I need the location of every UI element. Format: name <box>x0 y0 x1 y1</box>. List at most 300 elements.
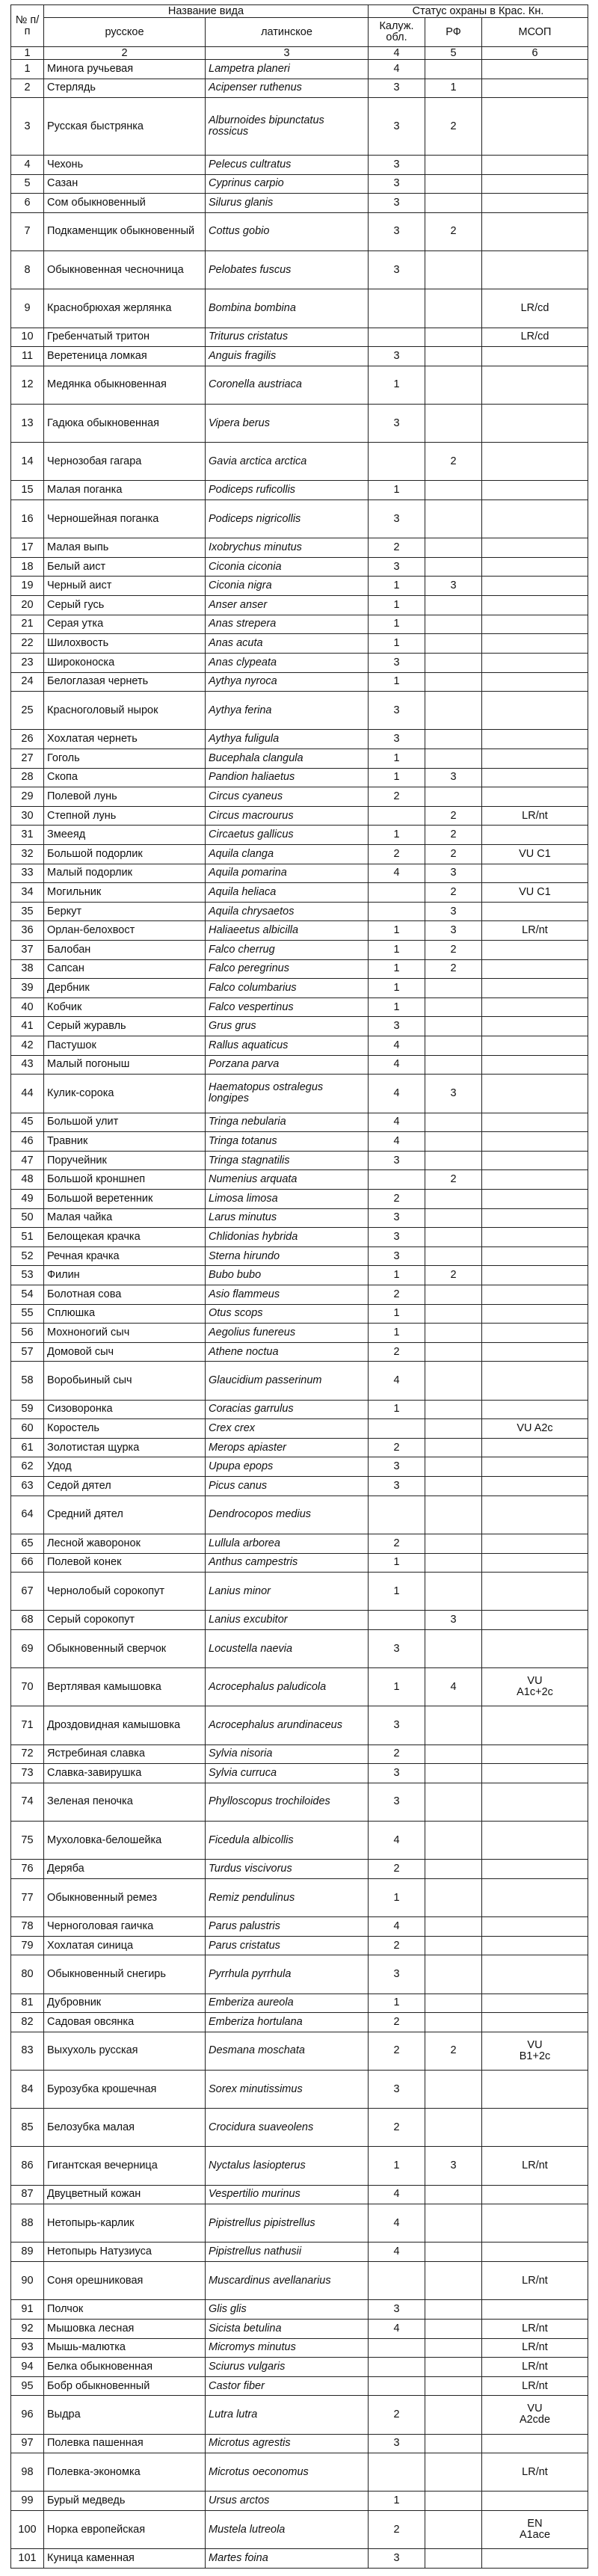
kaluga-status-cell: 1 <box>369 1266 425 1285</box>
kaluga-status-cell: 3 <box>369 212 425 250</box>
iucn-status-cell <box>482 251 588 289</box>
kaluga-status-cell: 2 <box>369 538 425 558</box>
rf-status-cell <box>425 1936 482 1955</box>
iucn-status-cell <box>482 1534 588 1553</box>
latin-name-cell: Bubo bubo <box>206 1266 369 1285</box>
table-row <box>11 1324 588 1343</box>
iucn-status-cell: LR/nt <box>482 2453 588 2492</box>
kaluga-status-cell: 1 <box>369 634 425 654</box>
row-number: 5 <box>11 174 44 194</box>
kaluga-status-cell: 4 <box>369 1055 425 1075</box>
iucn-status-cell <box>482 1362 588 1400</box>
table-row <box>11 1878 588 1916</box>
russian-name-cell: Подкаменщик обыкновенный <box>44 212 206 250</box>
table-row <box>11 692 588 730</box>
iucn-status-cell <box>482 60 588 79</box>
russian-name-cell: Славка-завирушка <box>44 1764 206 1783</box>
rf-status-cell <box>425 997 482 1017</box>
rf-status-cell <box>425 500 482 538</box>
iucn-status-cell <box>482 1477 588 1496</box>
row-number: 70 <box>11 1668 44 1706</box>
table-row <box>11 748 588 768</box>
row-number: 2 <box>11 79 44 98</box>
table-row <box>11 864 588 883</box>
rf-status-cell: 2 <box>425 883 482 903</box>
table-row <box>11 1783 588 1821</box>
kaluga-status-cell <box>369 1611 425 1630</box>
rf-status-cell <box>425 1860 482 1879</box>
iucn-status-cell <box>482 1438 588 1457</box>
kaluga-status-cell: 2 <box>369 1745 425 1764</box>
kaluga-status-cell: 2 <box>369 2032 425 2070</box>
table-row <box>11 1764 588 1783</box>
latin-name-cell: Anas strepera <box>206 615 369 634</box>
column-number-1: 1 <box>11 47 44 60</box>
table-row <box>11 1113 588 1132</box>
row-number: 90 <box>11 2262 44 2300</box>
russian-name-cell: Садовая овсянка <box>44 2013 206 2032</box>
table-row <box>11 1400 588 1419</box>
russian-name-cell: Обыкновенный ремез <box>44 1878 206 1916</box>
iucn-status-cell <box>482 1304 588 1324</box>
latin-name-cell: Aythya fuligula <box>206 730 369 749</box>
kaluga-status-cell: 1 <box>369 1573 425 1611</box>
latin-name-cell: Merops apiaster <box>206 1438 369 1457</box>
row-number: 6 <box>11 194 44 213</box>
table-row <box>11 1534 588 1553</box>
row-number: 75 <box>11 1822 44 1860</box>
russian-name-cell: Медянка обыкновенная <box>44 366 206 404</box>
iucn-status-cell: LR/cd <box>482 328 588 347</box>
russian-name-cell: Стерлядь <box>44 79 206 98</box>
kaluga-status-cell: 2 <box>369 1936 425 1955</box>
russian-name-cell: Степной лунь <box>44 806 206 826</box>
russian-name-cell: Вертлявая камышовка <box>44 1668 206 1706</box>
table-row <box>11 60 588 79</box>
russian-name-cell: Средний дятел <box>44 1496 206 1534</box>
kaluga-status-cell: 3 <box>369 1208 425 1228</box>
table-row <box>11 194 588 213</box>
rf-status-cell <box>425 2204 482 2243</box>
kaluga-status-cell: 3 <box>369 1764 425 1783</box>
row-number: 80 <box>11 1955 44 1994</box>
iucn-status-cell <box>482 692 588 730</box>
table-row <box>11 1246 588 1266</box>
table-row <box>11 1860 588 1879</box>
table-row <box>11 347 588 366</box>
rf-status-cell <box>425 2396 482 2434</box>
latin-name-cell: Lutra lutra <box>206 2396 369 2434</box>
row-number: 14 <box>11 443 44 481</box>
kaluga-status-cell <box>369 1419 425 1439</box>
russian-name-cell: Большой подорлик <box>44 844 206 864</box>
row-number: 94 <box>11 2358 44 2377</box>
iucn-status-cell: LR/nt <box>482 2262 588 2300</box>
row-number: 68 <box>11 1611 44 1630</box>
rf-status-cell <box>425 1246 482 1266</box>
rf-status-cell: 2 <box>425 959 482 979</box>
rf-status-cell <box>425 1477 482 1496</box>
russian-name-cell: Серая утка <box>44 615 206 634</box>
table-row <box>11 768 588 787</box>
kaluga-status-cell: 2 <box>369 1438 425 1457</box>
row-number: 86 <box>11 2147 44 2185</box>
iucn-status-cell: LR/nt <box>482 2358 588 2377</box>
table-row <box>11 615 588 634</box>
row-number: 60 <box>11 1419 44 1439</box>
russian-name-cell: Мохноногий сыч <box>44 1324 206 1343</box>
kaluga-status-cell: 4 <box>369 2204 425 2243</box>
row-number: 74 <box>11 1783 44 1821</box>
rf-status-cell <box>425 2013 482 2032</box>
latin-name-cell: Ciconia nigra <box>206 577 369 596</box>
kaluga-status-cell <box>369 2262 425 2300</box>
rf-status-cell <box>425 1113 482 1132</box>
latin-name-cell: Pandion haliaetus <box>206 768 369 787</box>
table-row <box>11 1457 588 1477</box>
iucn-status-cell <box>482 1342 588 1362</box>
iucn-status-cell <box>482 557 588 577</box>
kaluga-status-cell: 4 <box>369 1075 425 1113</box>
kaluga-status-cell <box>369 289 425 328</box>
russian-name-cell: Полевой конек <box>44 1553 206 1573</box>
rf-status-cell <box>425 1629 482 1667</box>
rf-status-cell <box>425 1419 482 1439</box>
iucn-status-cell <box>482 730 588 749</box>
latin-name-cell: Grus grus <box>206 1017 369 1036</box>
iucn-status-cell <box>482 1400 588 1419</box>
rf-status-cell <box>425 2109 482 2147</box>
table-row <box>11 1055 588 1075</box>
russian-name-cell: Серый журавль <box>44 1017 206 1036</box>
table-row <box>11 1132 588 1152</box>
table-row <box>11 2434 588 2453</box>
table-row <box>11 1304 588 1324</box>
rf-status-cell <box>425 1496 482 1534</box>
russian-name-cell: Болотная сова <box>44 1285 206 1305</box>
russian-name-cell: Воробьиный сыч <box>44 1362 206 1400</box>
latin-name-cell: Lullula arborea <box>206 1534 369 1553</box>
latin-name-cell: Podiceps nigricollis <box>206 500 369 538</box>
table-row <box>11 98 588 156</box>
rf-status-cell: 3 <box>425 921 482 941</box>
russian-name-cell: Могильник <box>44 883 206 903</box>
row-number: 23 <box>11 653 44 672</box>
rf-status-cell <box>425 2358 482 2377</box>
russian-name-cell: Лесной жаворонок <box>44 1534 206 1553</box>
table-row <box>11 979 588 998</box>
table-row <box>11 1036 588 1056</box>
latin-name-cell: Martes foina <box>206 2549 369 2569</box>
rf-status-cell: 2 <box>425 98 482 156</box>
kaluga-status-cell: 3 <box>369 1477 425 1496</box>
rf-status-cell <box>425 1955 482 1994</box>
column-number-2: 2 <box>44 47 206 60</box>
column-number-6: 6 <box>482 47 588 60</box>
rf-status-cell <box>425 2453 482 2492</box>
table-row <box>11 1342 588 1362</box>
rf-status-cell <box>425 1228 482 1247</box>
russian-name-cell: Малый погоныш <box>44 1055 206 1075</box>
latin-name-cell: Anguis fragilis <box>206 347 369 366</box>
iucn-status-cell <box>482 826 588 845</box>
latin-name-cell: Aegolius funereus <box>206 1324 369 1343</box>
latin-name-cell: Rallus aquaticus <box>206 1036 369 1056</box>
table-row <box>11 212 588 250</box>
latin-name-cell: Sciurus vulgaris <box>206 2358 369 2377</box>
row-number: 11 <box>11 347 44 366</box>
kaluga-status-cell: 3 <box>369 653 425 672</box>
russian-name-cell: Малая выпь <box>44 538 206 558</box>
kaluga-status-cell: 1 <box>369 921 425 941</box>
kaluga-status-cell: 4 <box>369 2319 425 2338</box>
russian-name-cell: Кулик-сорока <box>44 1075 206 1113</box>
iucn-status-cell <box>482 1189 588 1208</box>
table-row <box>11 653 588 672</box>
row-number: 91 <box>11 2300 44 2320</box>
table-row <box>11 634 588 654</box>
rf-status-cell: 2 <box>425 844 482 864</box>
russian-name-cell: Нетопырь-карлик <box>44 2204 206 2243</box>
iucn-status-cell <box>482 1457 588 1477</box>
rf-status-cell <box>425 1285 482 1305</box>
rf-status-cell: 2 <box>425 212 482 250</box>
row-number: 84 <box>11 2070 44 2108</box>
row-number: 13 <box>11 404 44 442</box>
rf-status-cell <box>425 481 482 500</box>
table-row <box>11 481 588 500</box>
row-number: 15 <box>11 481 44 500</box>
row-number: 40 <box>11 997 44 1017</box>
table-row <box>11 826 588 845</box>
russian-name-cell: Белоглазая чернеть <box>44 672 206 692</box>
rf-status-cell <box>425 60 482 79</box>
latin-name-cell: Coronella austriaca <box>206 366 369 404</box>
table-row <box>11 79 588 98</box>
latin-name-cell: Aquila heliaca <box>206 883 369 903</box>
russian-name-cell: Белощекая крачка <box>44 1228 206 1247</box>
kaluga-status-cell: 1 <box>369 366 425 404</box>
iucn-status-cell <box>482 1745 588 1764</box>
rf-status-cell <box>425 1457 482 1477</box>
kaluga-status-cell <box>369 2338 425 2358</box>
row-number: 26 <box>11 730 44 749</box>
kaluga-status-cell <box>369 2453 425 2492</box>
latin-name-cell: Podiceps ruficollis <box>206 481 369 500</box>
latin-name-cell: Desmana moschata <box>206 2032 369 2070</box>
rf-status-cell <box>425 2185 482 2204</box>
iucn-status-cell <box>482 1706 588 1745</box>
kaluga-status-cell: 1 <box>369 596 425 615</box>
rf-status-cell <box>425 2319 482 2338</box>
table-row <box>11 2204 588 2243</box>
kaluga-status-cell: 1 <box>369 1304 425 1324</box>
iucn-status-cell: LR/nt <box>482 2147 588 2185</box>
kaluga-status-cell <box>369 2376 425 2396</box>
latin-name-cell: Aythya nyroca <box>206 672 369 692</box>
table-row <box>11 1151 588 1170</box>
russian-name-cell: Обыкновенный снегирь <box>44 1955 206 1994</box>
iucn-status-cell: VU A1c+2c <box>482 1668 588 1706</box>
row-number: 31 <box>11 826 44 845</box>
kaluga-status-cell: 3 <box>369 1955 425 1994</box>
table-row <box>11 2376 588 2396</box>
kaluga-status-cell: 1 <box>369 941 425 960</box>
russian-name-cell: Шилохвость <box>44 634 206 654</box>
table-row <box>11 1573 588 1611</box>
row-number: 52 <box>11 1246 44 1266</box>
russian-name-cell: Красноголовый нырок <box>44 692 206 730</box>
kaluga-status-cell: 1 <box>369 2492 425 2511</box>
latin-name-cell: Sterna hirundo <box>206 1246 369 1266</box>
rf-status-cell <box>425 557 482 577</box>
russian-name-cell: Полевой лунь <box>44 787 206 807</box>
iucn-status-cell <box>482 787 588 807</box>
kaluga-status-cell: 4 <box>369 1036 425 1056</box>
table-row <box>11 806 588 826</box>
row-number: 82 <box>11 2013 44 2032</box>
table-row <box>11 1917 588 1937</box>
russian-name-cell: Белый аист <box>44 557 206 577</box>
row-number: 28 <box>11 768 44 787</box>
row-number: 78 <box>11 1917 44 1937</box>
russian-name-cell: Кобчик <box>44 997 206 1017</box>
iucn-status-cell: LR/nt <box>482 921 588 941</box>
row-number: 7 <box>11 212 44 250</box>
kaluga-status-cell: 3 <box>369 1706 425 1745</box>
latin-name-cell: Haliaeetus albicilla <box>206 921 369 941</box>
table-row <box>11 2492 588 2511</box>
iucn-status-cell: VU C1 <box>482 883 588 903</box>
latin-name-cell: Circus macrourus <box>206 806 369 826</box>
row-number: 12 <box>11 366 44 404</box>
row-number: 18 <box>11 557 44 577</box>
table-row <box>11 1668 588 1706</box>
table-row <box>11 1266 588 1285</box>
table-row <box>11 174 588 194</box>
rf-status-cell <box>425 538 482 558</box>
kaluga-status-cell: 4 <box>369 1362 425 1400</box>
table-row <box>11 1228 588 1247</box>
table-row <box>11 2147 588 2185</box>
latin-name-cell: Larus minutus <box>206 1208 369 1228</box>
rf-status-cell <box>425 1438 482 1457</box>
kaluga-status-cell: 4 <box>369 1822 425 1860</box>
latin-name-cell: Emberiza hortulana <box>206 2013 369 2032</box>
table-row <box>11 883 588 903</box>
latin-name-cell: Gavia arctica arctica <box>206 443 369 481</box>
iucn-status-cell <box>482 1553 588 1573</box>
russian-name-cell: Дубровник <box>44 1994 206 2013</box>
iucn-status-cell: VU A2c <box>482 1419 588 1439</box>
kaluga-status-cell <box>369 902 425 921</box>
column-number-3: 3 <box>206 47 369 60</box>
header-latin-name: латинское <box>206 18 369 47</box>
iucn-status-cell <box>482 98 588 156</box>
rf-status-cell <box>425 2338 482 2358</box>
row-number: 72 <box>11 1745 44 1764</box>
kaluga-status-cell <box>369 1170 425 1190</box>
russian-name-cell: Чернозобая гагара <box>44 443 206 481</box>
kaluga-status-cell: 3 <box>369 1228 425 1247</box>
row-number: 93 <box>11 2338 44 2358</box>
table-row <box>11 2185 588 2204</box>
table-row <box>11 1170 588 1190</box>
kaluga-status-cell <box>369 806 425 826</box>
row-number: 92 <box>11 2319 44 2338</box>
latin-name-cell: Anser anser <box>206 596 369 615</box>
table-row <box>11 538 588 558</box>
latin-name-cell: Aquila clanga <box>206 844 369 864</box>
rf-status-cell: 3 <box>425 1611 482 1630</box>
row-number: 43 <box>11 1055 44 1075</box>
row-number: 59 <box>11 1400 44 1419</box>
row-number: 87 <box>11 2185 44 2204</box>
table-row <box>11 156 588 175</box>
rf-status-cell <box>425 1342 482 1362</box>
russian-name-cell: Бурый медведь <box>44 2492 206 2511</box>
row-number: 76 <box>11 1860 44 1879</box>
russian-name-cell: Гоголь <box>44 748 206 768</box>
latin-name-cell: Falco columbarius <box>206 979 369 998</box>
rf-status-cell: 1 <box>425 79 482 98</box>
russian-name-cell: Малая поганка <box>44 481 206 500</box>
table-row <box>11 1822 588 1860</box>
russian-name-cell: Дроздовидная камышовка <box>44 1706 206 1745</box>
rf-status-cell <box>425 1917 482 1937</box>
table-row <box>11 1745 588 1764</box>
kaluga-status-cell: 3 <box>369 174 425 194</box>
latin-name-cell: Bucephala clangula <box>206 748 369 768</box>
latin-name-cell: Vipera berus <box>206 404 369 442</box>
table-row <box>11 2013 588 2032</box>
iucn-status-cell <box>482 2185 588 2204</box>
rf-status-cell: 2 <box>425 443 482 481</box>
rf-status-cell <box>425 2070 482 2108</box>
row-number: 30 <box>11 806 44 826</box>
row-number: 49 <box>11 1189 44 1208</box>
iucn-status-cell <box>482 979 588 998</box>
table-row <box>11 1208 588 1228</box>
rf-status-cell <box>425 1400 482 1419</box>
rf-status-cell <box>425 289 482 328</box>
row-number: 54 <box>11 1285 44 1305</box>
iucn-status-cell <box>482 864 588 883</box>
row-number: 1 <box>11 60 44 79</box>
rf-status-cell <box>425 347 482 366</box>
russian-name-cell: Обыкновенная чесночница <box>44 251 206 289</box>
column-number-4: 4 <box>369 47 425 60</box>
rf-status-cell: 2 <box>425 1170 482 1190</box>
row-number: 4 <box>11 156 44 175</box>
kaluga-status-cell: 3 <box>369 1783 425 1821</box>
kaluga-status-cell: 1 <box>369 1668 425 1706</box>
rf-status-cell <box>425 1304 482 1324</box>
russian-name-cell: Русская быстрянка <box>44 98 206 156</box>
latin-name-cell: Pelobates fuscus <box>206 251 369 289</box>
rf-status-cell: 3 <box>425 768 482 787</box>
row-number: 9 <box>11 289 44 328</box>
russian-name-cell: Хохлатая чернеть <box>44 730 206 749</box>
latin-name-cell: Muscardinus avellanarius <box>206 2262 369 2300</box>
kaluga-status-cell: 2 <box>369 844 425 864</box>
header-number: № п/п <box>11 5 44 47</box>
iucn-status-cell <box>482 1132 588 1152</box>
iucn-status-cell: LR/nt <box>482 806 588 826</box>
table-row <box>11 2109 588 2147</box>
russian-name-cell: Ястребиная славка <box>44 1745 206 1764</box>
kaluga-status-cell: 3 <box>369 1629 425 1667</box>
